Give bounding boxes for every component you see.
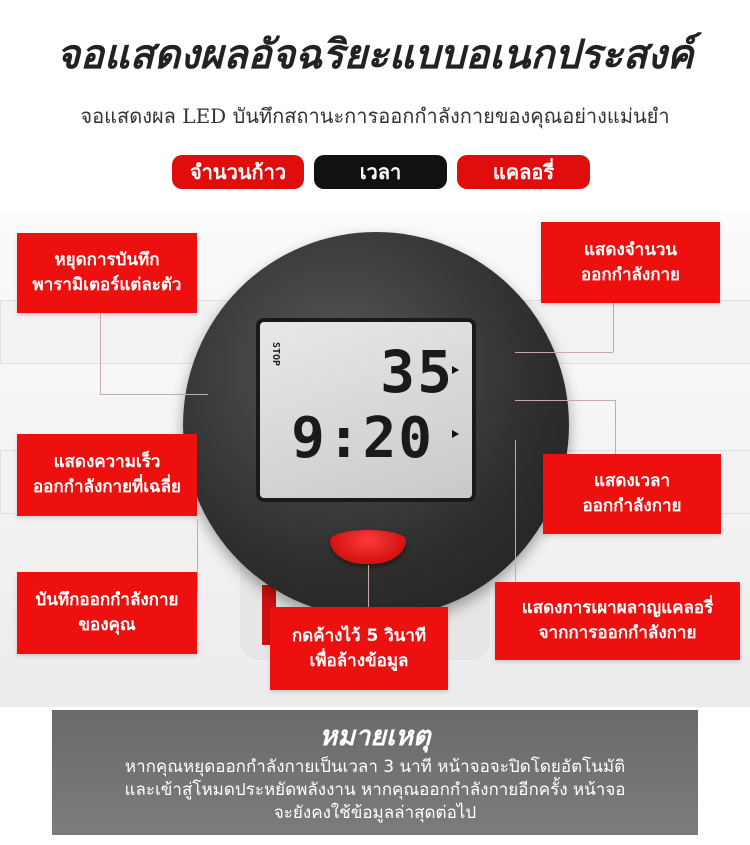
callout-line: แสดงเวลา (594, 471, 670, 492)
connector-line (515, 352, 613, 353)
note-title: หมายเหตุ (319, 721, 431, 752)
pill-time: เวลา (314, 155, 447, 189)
callout-stop-record (17, 233, 197, 313)
connector-line (100, 394, 208, 395)
time-readout: 9:20 (291, 406, 434, 471)
callout-show-count (541, 222, 720, 303)
connector-line (515, 400, 615, 401)
pill-steps: จำนวนก้าว (172, 155, 304, 189)
callout-line: กดค้างไว้ 5 วินาที (291, 625, 427, 646)
note-line: จะยังคงใช้ข้อมูลล่าสุดต่อไป (273, 802, 477, 823)
page-subtitle: จอแสดงผล LED บันทึกสถานะการออกกำลังกายของคุณอย่างแม่นยำ (80, 104, 670, 128)
note-line: และเข้าสู่โหมดประหยัดพลังงาน หากคุณออกกำลังกายอีกครั้ง หน้าจอ (124, 779, 626, 800)
callout-line: ออกกำลังกายที่เฉลี่ย (32, 477, 182, 497)
connector-line (613, 303, 614, 352)
note-line: หากคุณหยุดออกกำลังกายเป็นเวลา 3 นาที หน้าจอจะปิดโดยอัตโนมัติ (124, 757, 626, 777)
callout-calories (495, 582, 740, 660)
callout-line: ออกกำลังกาย (582, 496, 682, 516)
stop-indicator: STOP (270, 342, 281, 367)
callout-line: เพื่อล้างข้อมูล (309, 650, 409, 671)
connector-line (100, 312, 101, 394)
connector-line (515, 440, 516, 582)
callout-hold-clear (270, 607, 448, 690)
callout-line: แสดงความเร็ว (53, 452, 161, 473)
page-title: จอแสดงผลอัจฉริยะแบบอเนกประสงค์ (56, 32, 694, 78)
callout-line: จากการออกกำลังกาย (538, 623, 697, 643)
pill-calories: แคลอรี่ (457, 155, 590, 189)
callout-line: หยุดการบันทึก (54, 250, 160, 271)
lcd-screen (256, 318, 476, 502)
note-box (52, 710, 698, 835)
callout-line: บันทึกออกกำลังกาย (35, 590, 179, 611)
count-arrow-icon (452, 366, 459, 374)
connector-line (368, 565, 369, 607)
connector-line (615, 400, 616, 454)
callout-show-time (543, 454, 721, 534)
note-body (72, 756, 678, 825)
callout-line: แสดงการเผาผลาญแคลอรี่ (521, 598, 714, 619)
callout-line: ออกกำลังกาย (580, 264, 681, 285)
callout-record (17, 572, 197, 654)
callout-line: แสดงจำนวน (584, 239, 677, 260)
callout-average-speed (17, 434, 197, 516)
count-readout: 35 (380, 338, 454, 406)
callout-line: พารามิเตอร์แต่ละตัว (32, 275, 182, 295)
connector-line (197, 520, 198, 592)
callout-line: ของคุณ (78, 615, 136, 635)
time-arrow-icon (452, 430, 459, 438)
